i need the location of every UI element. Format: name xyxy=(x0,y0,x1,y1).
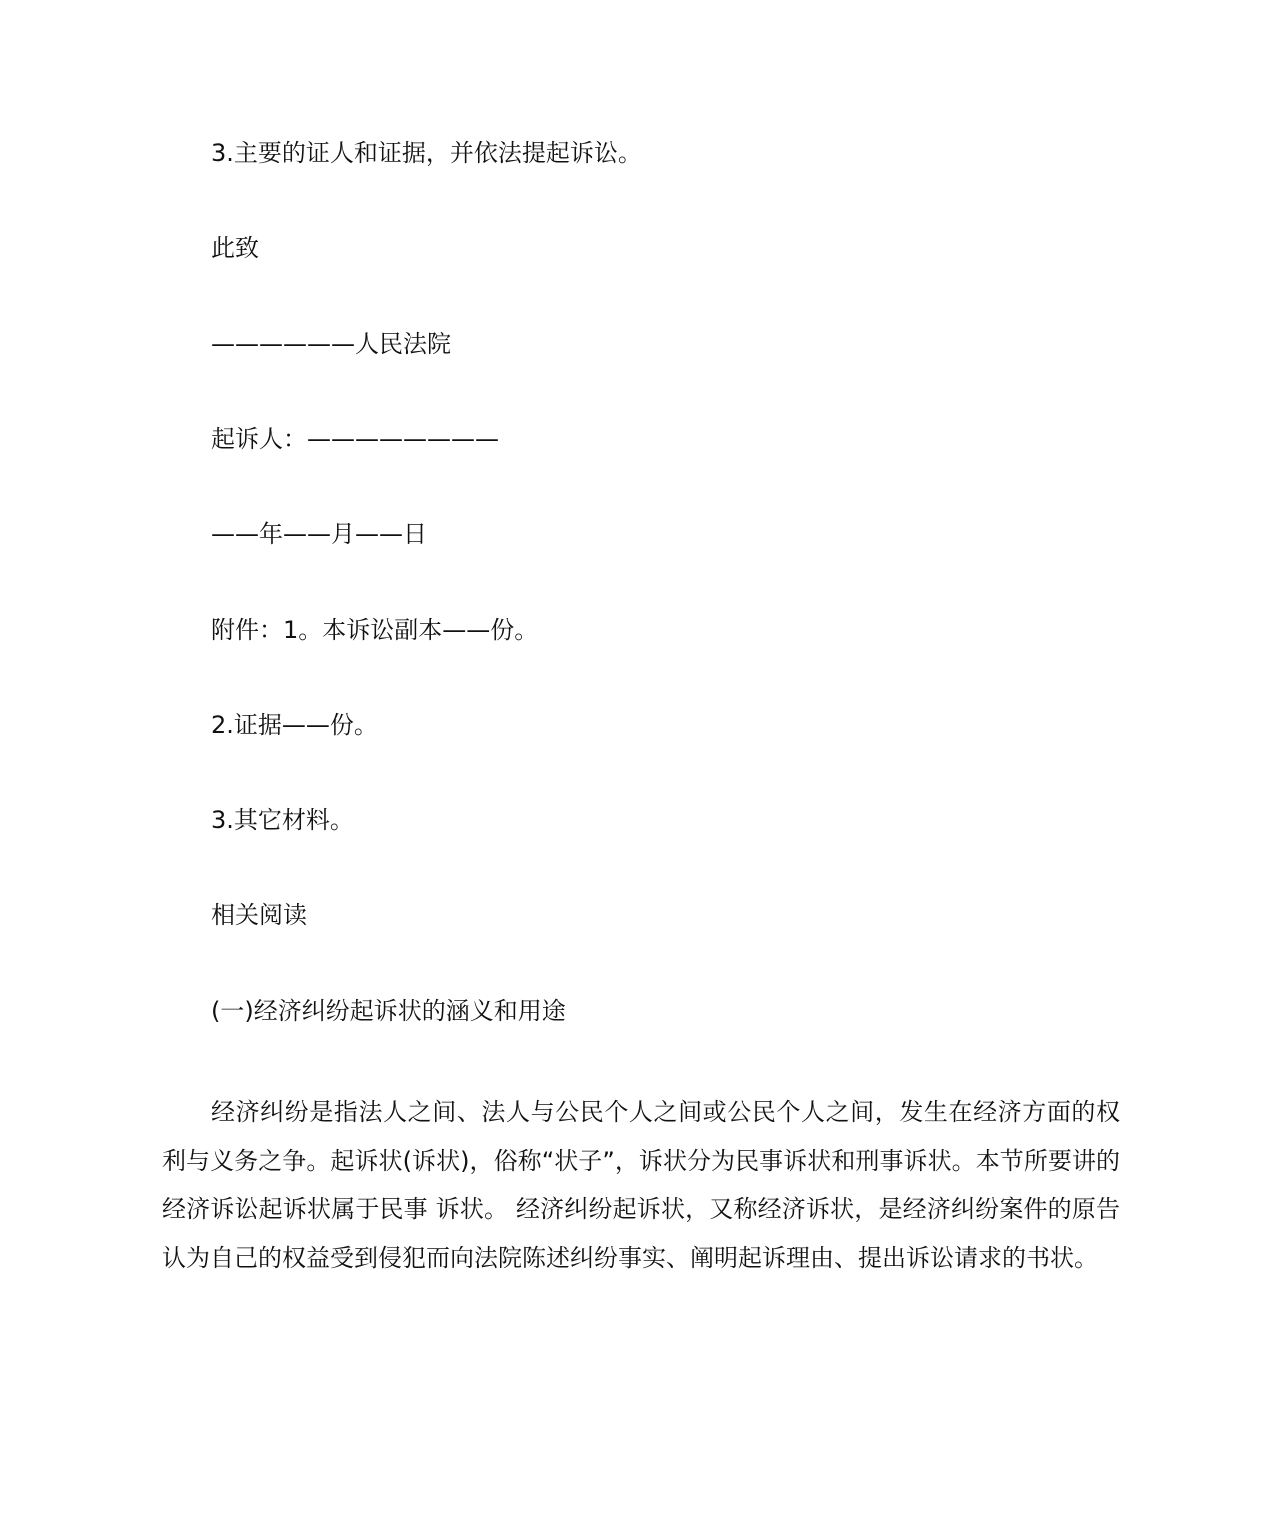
text-line-court: ——————人民法院 xyxy=(211,330,451,358)
subsection-heading: (一)经济纠纷起诉状的涵义和用途 xyxy=(211,997,566,1025)
text-line-date: ——年——月——日 xyxy=(211,520,427,548)
text-line-salutation: 此致 xyxy=(211,234,259,262)
text-line-plaintiff: 起诉人：———————— xyxy=(211,425,499,453)
section-heading-related-reading: 相关阅读 xyxy=(211,901,307,929)
text-line-attachment-2: 2.证据——份。 xyxy=(211,711,378,739)
body-paragraph: 经济纠纷是指法人之间、法人与公民个人之间或公民个人之间，发生在经济方面的权利与义务之争。起诉状(诉状)，俗称“状子”，诉状分为民事诉状和刑事诉状。本节所要讲的经济诉讼起诉状属于民事 诉状。 经济纠纷起诉状，又称经济诉状，是经济纠纷案件的原告认为自己的权益受到侵犯而向法院陈述纠纷事实、阐明起诉理由、提出诉讼请求的书状。 xyxy=(162,1098,1120,1272)
text-line-attachment-1: 附件：1。本诉讼副本——份。 xyxy=(211,616,539,644)
text-line-evidence-witness: 3.主要的证人和证据，并依法提起诉讼。 xyxy=(211,139,642,167)
text-line-attachment-3: 3.其它材料。 xyxy=(211,806,354,834)
